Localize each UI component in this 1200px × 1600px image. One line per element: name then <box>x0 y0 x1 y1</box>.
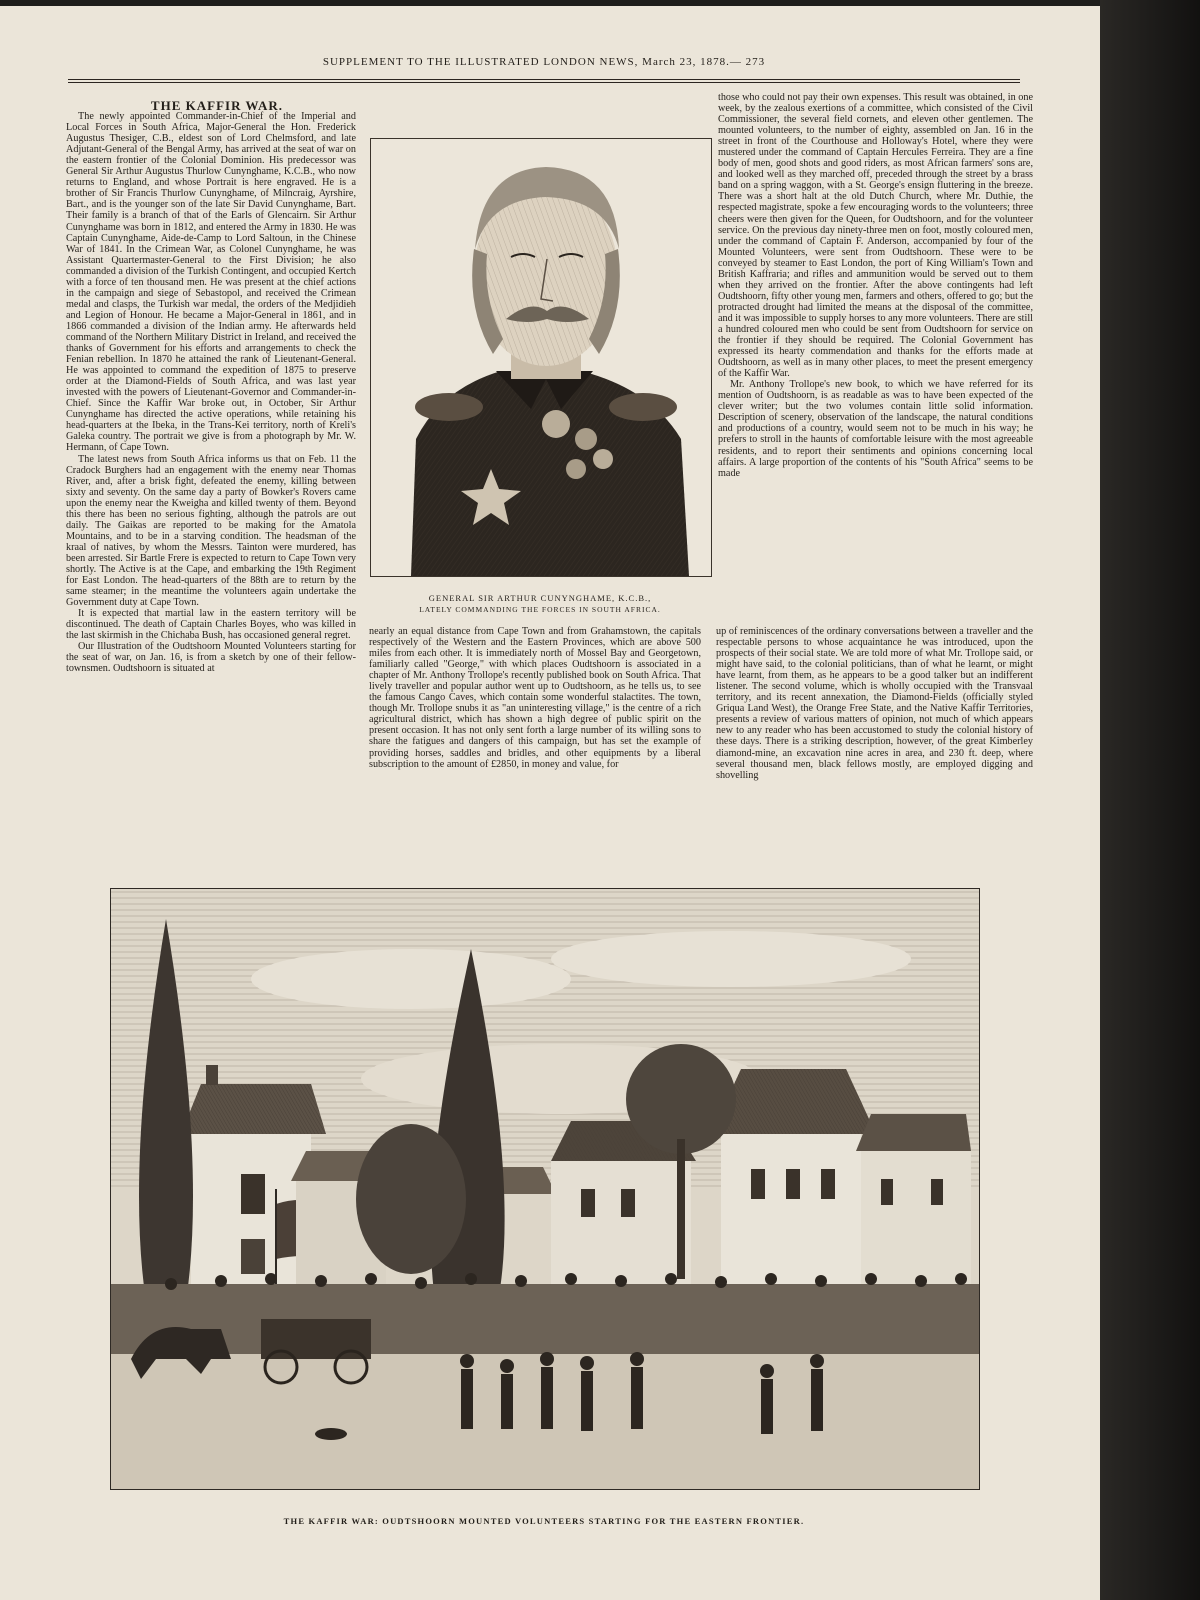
paragraph: nearly an equal distance from Cape Town and from Grahamstown, the capitals respectively of the Western and the Eastern Provinces, which are above 500 miles from each other. It is immediately north of Mossel Bay and Georgetown, familiarly called "George," with which places Oudtshoorn is associated in a chapter of Mr. Anthony Trollope's recently published book on South Africa. That lively traveller and popular author went up to Oudtshoorn, as he tells us, to see the famous Cango Caves, which contain some wonderful stalactites. The town, though Mr. Trollope snubs it as "an uninteresting village," is the centre of a rich agricultural district, which has shown a high degree of public spirit on the present occasion. It has not only sent forth a large number of its willing sons to share the fatigues and dangers of this campaign, but has set the example of providing horses, saddles and bridles, and other equipments by a liberal subscription to the amount of £2850, in money and value, for <box>369 626 701 770</box>
running-head: SUPPLEMENT TO THE ILLUSTRATED LONDON NEWS, March 23, 1878.— 273 <box>322 56 766 68</box>
right-column-continued <box>716 626 1033 836</box>
dark-background-edge <box>1100 0 1200 1600</box>
paragraph: Mr. Anthony Trollope's new book, to which we have referred for its mention of Oudtshoorn, is as readable as was to have been expected of the clever writer; but the two volumes contain little solid information. Description of scenery, observation of the landscape, the natural conditions and productions of a country, would seem not to be much in his way; he prefers to stroll in the haunts of comfortable leisure with the most agreeable residents, and to report their sentiments and opinions concerning local affairs. A large proportion of the contents of his "South Africa" seems to be made <box>718 379 1033 479</box>
middle-column <box>369 626 701 836</box>
portrait-caption-line2: LATELY COMMANDING THE FORCES IN SOUTH AFRICA. <box>419 605 661 614</box>
illustration-caption: THE KAFFIR WAR: OUDTSHOORN MOUNTED VOLUNTEERS STARTING FOR THE EASTERN FRONTIER. <box>283 1516 805 1526</box>
portrait-caption-line1: GENERAL SIR ARTHUR CUNYNGHAME, K.C.B., <box>428 593 652 603</box>
article-title: THE KAFFIR WAR. <box>150 100 284 113</box>
paragraph: Our Illustration of the Oudtshoorn Mounted Volunteers starting for the seat of war, on Jan. 16, is from a sketch by one of their fellow-townsmen. Oudtshoorn is situated at <box>66 641 356 675</box>
volunteers-engraving <box>110 888 980 1490</box>
left-column <box>66 100 356 835</box>
portrait-caption <box>370 592 710 616</box>
paragraph: up of reminiscences of the ordinary conversations between a traveller and the respectable persons to whose acquaintance he was introduced, upon the prospects of their social state. We are told more of what Mr. Trollope said, or might have said, to the colonial politicians, than of what he learnt, or might have learnt, from them, as he appears to be a good talker but an indifferent listener. The second volume, which is wholly occupied with the Transvaal territory, and its recent annexation, the Diamond-Fields (officially styled Griqua Land West), the Orange Free State, and the Native Kaffir Territories, presents a review of various matters of opinion, not much of which appears new to any reader who has been accustomed to study the colonial history of these days. There is a striking description, however, of the great Kimberley diamond-mine, an excavation nine acres in area, and 230 ft. deep, where several thousand men, black fellows mostly, are employed digging and shovelling <box>716 626 1033 781</box>
paragraph: those who could not pay their own expenses. This result was obtained, in one week, by the zealous exertions of a committee, which consisted of the Civil Commissioner, the several field cornets, and eleven other gentlemen. The mounted volunteers, to the number of eighty, assembled on Jan. 16 in the street in front of the Courthouse and Holloway's Hotel, where they were mustered under the command of Captain Hercules Ferreira. They are a fine body of men, good shots and good riders, as most African farmers' sons are, and looked well as they marched off, preceded through the street by a brass band on a spring waggon, with a St. George's ensign fluttering in the breeze. There was a short halt at the old Dutch Church, where Mr. Duthie, the respected magistrate, spoke a few encouraging words to the volunteers; three cheers were then given for the Queen, for Oudtshoorn, and for the volunteer service. On the previous day ninety-three men on foot, mostly coloured men, under the command of Captain F. Anderson, accompanied by four of the Mounted Volunteers, were sent from Oudtshoorn. These were to be conveyed by steamer to East London, the port of King William's Town and British Kaffraria; and rifles and ammunition would be served out to them when they arrived on the frontier. After the above contingents had left Oudtshoorn, fifty other young men, farmers and others, offered to go; but the protracted drought had limited the means at the disposal of the committee, and it was impossible to supply horses to any more volunteers. There are still a hundred coloured men who could be sent from Oudtshoorn for service on the frontier if they should be required. The Colonial Government has expressed its hearty commendation and thanks for the efforts made at Oudtshoorn, as well as in many other places, to meet the present emergency of the Kaffir War. <box>718 92 1033 380</box>
portrait-engraving <box>370 138 712 577</box>
paragraph: The latest news from South Africa informs us that on Feb. 11 the Cradock Burghers had an engagement with the enemy near Thomas River, and, after a brisk fight, defeated the enemy, killing between sixty and seventy. On the same day a party of Bowker's Rovers came upon the enemy near the Kweigha and killed twenty of them. Beyond this there has been no serious fighting, although the patrols are out daily. The Gaikas are reported to be making for the Amatola Mountains, and to be in a starving condition. The headsman of the kraal of natives, by whom the Messrs. Tainton were murdered, has been arrested. Sir Bartle Frere is expected to return to Cape Town very shortly. The Active is at the Cape, and embarking the 19th Regiment for East London. The head-quarters of the 88th are to return by the same steamer; in the meantime the volunteers again undertake the Government duty at Cape Town. <box>66 453 356 609</box>
paragraph: The newly appointed Commander-in-Chief of the Imperial and Local Forces in South Africa, Major-General the Hon. Frederick Augustus Thesiger, C.B., eldest son of Lord Chelmsford, and late Adjutant-General of the Bengal Army, has arrived at the seat of war on the eastern frontier of the Colonial Dominion. His predecessor was General Sir Arthur Augustus Thurlow Cunynghame, K.C.B., who now returns to England, and whose Portrait is here engraved. He is a brother of Sir Francis Thurlow Cunynghame, of Milncraig, Ayrshire, Bart., and is the younger son of the late Sir David Cunynghame, Bart. Their family is a branch of that of the Earls of Glencairn. Sir Arthur Cunynghame was born in 1812, and entered the Army in 1830. He was Captain Cunynghame, Aide-de-Camp to Lord Saltoun, in the Chinese War of 1841. In the Crimean War, as Colonel Cunynghame, he was Assistant Quartermaster-General to the First Division; he also commanded a division of the Turkish Contingent, and occupied Kertch with a force of ten thousand men. He was present at the chief actions in the campaign and siege of Sebastopol, and received the Crimean medal and clasps, the Turkish war medal, the orders of the Medjidieh and Legion of Honour. He became a Major-General in 1861, and in 1866 commanded a division of the Indian army. He afterwards held command of the Northern Military District in Ireland, and received the thanks of Government for his efforts and arrangements to check the Fenian rebellion. In 1870 he attained the rank of Lieutenant-General. He was appointed to command the expedition of 1875 to preserve order at the Diamond-Fields of South Africa, and was last year invested with the powers of Lieutenant-Governor and Commander-in-Chief. Since the Kaffir War broke out, in October, Sir Arthur Cunynghame has directed the active operations, while retaining his head-quarters at the Ibeka, in the Trans-Kei territory, north of Kreli's Galeka country. The portrait we give is from a photograph by Mr. W. Hermann, of Cape Town. <box>66 111 356 454</box>
newspaper-page <box>0 6 1100 1600</box>
paragraph: It is expected that martial law in the eastern territory will be discontinued. The death of Captain Charles Boyes, who was killed in the last skirmish in the Chichaba Bush, has occasioned general regret. <box>66 608 356 642</box>
header-rule <box>68 79 1020 83</box>
right-column <box>718 92 1033 622</box>
